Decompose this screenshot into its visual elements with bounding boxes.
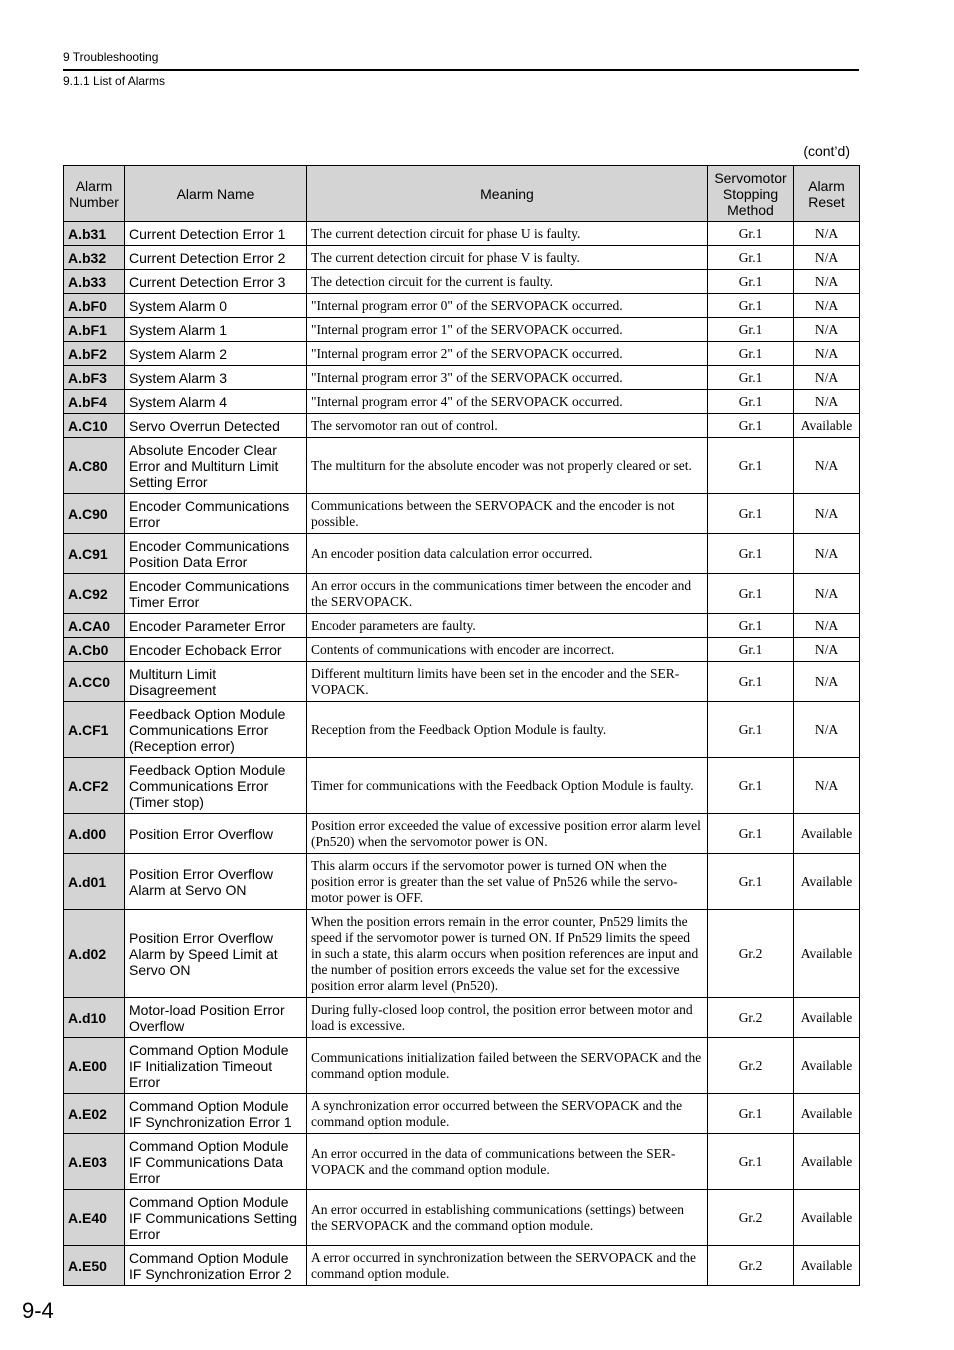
alarm-meaning: An error occurs in the communications timer between the encoder and the SERVOPACK.	[307, 574, 708, 614]
alarm-name: Multiturn Limit Disagreement	[125, 662, 307, 702]
alarm-number: A.Cb0	[64, 638, 125, 662]
alarm-meaning: Timer for communications with the Feedback Option Module is faulty.	[307, 758, 708, 814]
stopping-method: Gr.1	[708, 534, 794, 574]
alarm-number: A.d02	[64, 910, 125, 998]
table-row	[64, 1094, 860, 1134]
alarm-name: Feedback Option Module Communications Error (Reception error)	[125, 702, 307, 758]
alarm-meaning: Different multiturn limits have been set in the encoder and the SER-VOPACK.	[307, 662, 708, 702]
alarm-reset: N/A	[794, 246, 860, 270]
alarm-meaning: When the position errors remain in the error counter, Pn529 limits the speed if the servomotor power is turned ON. If Pn529 limits the speed in such a state, this alarm occurs when position references are input and the number of position errors exceeds the value set for the excessive position error alarm level (Pn520).	[307, 910, 708, 998]
table-row	[64, 390, 860, 414]
stopping-method: Gr.1	[708, 390, 794, 414]
table-row	[64, 662, 860, 702]
alarm-reset: N/A	[794, 294, 860, 318]
alarm-number: A.C91	[64, 534, 125, 574]
table-row	[64, 1190, 860, 1246]
stopping-method: Gr.1	[708, 342, 794, 366]
chapter-heading: 9 Troubleshooting	[63, 50, 159, 64]
alarm-number: A.E00	[64, 1038, 125, 1094]
alarm-name: Command Option Module IF Communications Data Error	[125, 1134, 307, 1190]
alarm-reset: N/A	[794, 614, 860, 638]
stopping-method: Gr.1	[708, 366, 794, 390]
alarm-reset: N/A	[794, 222, 860, 246]
alarm-name: Encoder Communications Timer Error	[125, 574, 307, 614]
continued-label: (cont’d)	[803, 143, 850, 159]
alarm-number: A.CA0	[64, 614, 125, 638]
table-row	[64, 814, 860, 854]
alarm-number: A.d00	[64, 814, 125, 854]
alarm-reset: Available	[794, 1246, 860, 1286]
alarm-reset: Available	[794, 910, 860, 998]
stopping-method: Gr.1	[708, 494, 794, 534]
alarm-name: Command Option Module IF Synchronization Error 2	[125, 1246, 307, 1286]
table-row	[64, 854, 860, 910]
alarm-number: A.C90	[64, 494, 125, 534]
alarm-meaning: "Internal program error 3" of the SERVOPACK occurred.	[307, 366, 708, 390]
alarm-name: System Alarm 3	[125, 366, 307, 390]
alarm-meaning: "Internal program error 2" of the SERVOPACK occurred.	[307, 342, 708, 366]
alarm-meaning: An encoder position data calculation error occurred.	[307, 534, 708, 574]
alarm-name: System Alarm 4	[125, 390, 307, 414]
alarm-number: A.b33	[64, 270, 125, 294]
alarm-name: Command Option Module IF Initialization Timeout Error	[125, 1038, 307, 1094]
table-row	[64, 366, 860, 390]
alarm-name: Command Option Module IF Synchronization Error 1	[125, 1094, 307, 1134]
alarm-name: Feedback Option Module Communications Error (Timer stop)	[125, 758, 307, 814]
stopping-method: Gr.2	[708, 998, 794, 1038]
alarm-meaning: The servomotor ran out of control.	[307, 414, 708, 438]
table-row	[64, 638, 860, 662]
alarm-name: Encoder Communications Error	[125, 494, 307, 534]
alarm-meaning: "Internal program error 4" of the SERVOPACK occurred.	[307, 390, 708, 414]
alarm-name: Encoder Echoback Error	[125, 638, 307, 662]
alarm-number: A.E03	[64, 1134, 125, 1190]
alarm-reset: Available	[794, 1038, 860, 1094]
alarm-name: System Alarm 0	[125, 294, 307, 318]
alarm-number: A.bF1	[64, 318, 125, 342]
alarm-number: A.d01	[64, 854, 125, 910]
alarm-name: Current Detection Error 2	[125, 246, 307, 270]
alarm-number: A.E40	[64, 1190, 125, 1246]
stopping-method: Gr.2	[708, 1246, 794, 1286]
stopping-method: Gr.1	[708, 614, 794, 638]
alarm-number: A.bF0	[64, 294, 125, 318]
table-row	[64, 574, 860, 614]
alarm-meaning: An error occurred in establishing communications (settings) between the SERVOPACK and the command option module.	[307, 1190, 708, 1246]
table-row	[64, 342, 860, 366]
page-number: 9-4	[22, 1298, 54, 1323]
alarm-reset: Available	[794, 854, 860, 910]
alarm-reset: N/A	[794, 366, 860, 390]
alarm-number: A.C10	[64, 414, 125, 438]
alarm-reset: Available	[794, 1134, 860, 1190]
alarm-meaning: Reception from the Feedback Option Module is faulty.	[307, 702, 708, 758]
table-header-row	[64, 166, 860, 222]
alarm-meaning: The detection circuit for the current is faulty.	[307, 270, 708, 294]
table-row	[64, 222, 860, 246]
table-row	[64, 534, 860, 574]
stopping-method: Gr.1	[708, 814, 794, 854]
stopping-method: Gr.1	[708, 414, 794, 438]
alarm-meaning: Communications initialization failed between the SERVOPACK and the command option module.	[307, 1038, 708, 1094]
alarm-name: Encoder Parameter Error	[125, 614, 307, 638]
alarm-name: System Alarm 1	[125, 318, 307, 342]
section-heading: 9.1.1 List of Alarms	[63, 74, 166, 88]
stopping-method: Gr.2	[708, 1038, 794, 1094]
alarm-name: Position Error Overflow Alarm at Servo ON	[125, 854, 307, 910]
table-row	[64, 318, 860, 342]
alarm-meaning: Position error exceeded the value of excessive position error alarm level (Pn520) when the servomotor power is ON.	[307, 814, 708, 854]
alarm-reset: N/A	[794, 702, 860, 758]
alarm-reset: Available	[794, 1094, 860, 1134]
alarm-meaning: Communications between the SERVOPACK and the encoder is not possible.	[307, 494, 708, 534]
stopping-method: Gr.1	[708, 1094, 794, 1134]
alarm-number: A.b32	[64, 246, 125, 270]
alarm-reset: Available	[794, 1190, 860, 1246]
alarm-number: A.C80	[64, 438, 125, 494]
alarm-name: System Alarm 2	[125, 342, 307, 366]
alarm-number: A.bF3	[64, 366, 125, 390]
stopping-method: Gr.1	[708, 294, 794, 318]
alarm-number: A.E02	[64, 1094, 125, 1134]
table-row	[64, 910, 860, 998]
stopping-method: Gr.1	[708, 662, 794, 702]
alarm-table	[63, 165, 860, 1286]
table-row	[64, 998, 860, 1038]
stopping-method: Gr.1	[708, 270, 794, 294]
table-row	[64, 1038, 860, 1094]
alarm-number: A.CF1	[64, 702, 125, 758]
alarm-table-body	[64, 222, 860, 1286]
alarm-name: Encoder Communications Position Data Error	[125, 534, 307, 574]
alarm-reset: N/A	[794, 390, 860, 414]
alarm-name: Position Error Overflow Alarm by Speed Limit at Servo ON	[125, 910, 307, 998]
alarm-reset: N/A	[794, 662, 860, 702]
stopping-method: Gr.1	[708, 1134, 794, 1190]
alarm-reset: N/A	[794, 342, 860, 366]
alarm-number: A.C92	[64, 574, 125, 614]
alarm-meaning: This alarm occurs if the servomotor power is turned ON when the position error is greater than the set value of Pn526 while the servo-motor power is OFF.	[307, 854, 708, 910]
stopping-method: Gr.2	[708, 910, 794, 998]
stopping-method: Gr.1	[708, 574, 794, 614]
stopping-method: Gr.1	[708, 438, 794, 494]
alarm-reset: N/A	[794, 494, 860, 534]
alarm-number: A.b31	[64, 222, 125, 246]
alarm-name: Current Detection Error 1	[125, 222, 307, 246]
alarm-meaning: "Internal program error 1" of the SERVOPACK occurred.	[307, 318, 708, 342]
alarm-reset: N/A	[794, 758, 860, 814]
alarm-meaning: The current detection circuit for phase V is faulty.	[307, 246, 708, 270]
alarm-reset: Available	[794, 414, 860, 438]
alarm-meaning: Encoder parameters are faulty.	[307, 614, 708, 638]
alarm-name: Command Option Module IF Communications Setting Error	[125, 1190, 307, 1246]
alarm-number: A.CC0	[64, 662, 125, 702]
alarm-reset: N/A	[794, 438, 860, 494]
table-row	[64, 414, 860, 438]
column-header-name: Alarm Name	[125, 166, 307, 222]
table-row	[64, 1134, 860, 1190]
alarm-reset: Available	[794, 998, 860, 1038]
alarm-number: A.d10	[64, 998, 125, 1038]
stopping-method: Gr.2	[708, 1190, 794, 1246]
alarm-number: A.E50	[64, 1246, 125, 1286]
alarm-name: Absolute Encoder Clear Error and Multiturn Limit Setting Error	[125, 438, 307, 494]
stopping-method: Gr.1	[708, 758, 794, 814]
alarm-number: A.bF4	[64, 390, 125, 414]
column-header-reset: Alarm Reset	[794, 166, 860, 222]
alarm-reset: N/A	[794, 574, 860, 614]
column-header-number: Alarm Number	[64, 166, 125, 222]
table-row	[64, 246, 860, 270]
alarm-number: A.bF2	[64, 342, 125, 366]
table-row	[64, 1246, 860, 1286]
alarm-reset: N/A	[794, 318, 860, 342]
stopping-method: Gr.1	[708, 318, 794, 342]
table-row	[64, 438, 860, 494]
table-row	[64, 758, 860, 814]
alarm-name: Position Error Overflow	[125, 814, 307, 854]
alarm-meaning: Contents of communications with encoder are incorrect.	[307, 638, 708, 662]
table-row	[64, 702, 860, 758]
alarm-name: Servo Overrun Detected	[125, 414, 307, 438]
alarm-meaning: A error occurred in synchronization between the SERVOPACK and the command option module.	[307, 1246, 708, 1286]
alarm-meaning: The multiturn for the absolute encoder was not properly cleared or set.	[307, 438, 708, 494]
column-header-stopping: Servomotor Stopping Method	[708, 166, 794, 222]
alarm-meaning: During fully-closed loop control, the position error between motor and load is excessive.	[307, 998, 708, 1038]
stopping-method: Gr.1	[708, 246, 794, 270]
alarm-name: Current Detection Error 3	[125, 270, 307, 294]
alarm-reset: N/A	[794, 270, 860, 294]
stopping-method: Gr.1	[708, 222, 794, 246]
alarm-meaning: A synchronization error occurred between the SERVOPACK and the command option module.	[307, 1094, 708, 1134]
stopping-method: Gr.1	[708, 638, 794, 662]
table-row	[64, 270, 860, 294]
stopping-method: Gr.1	[708, 854, 794, 910]
alarm-name: Motor-load Position Error Overflow	[125, 998, 307, 1038]
alarm-meaning: The current detection circuit for phase U is faulty.	[307, 222, 708, 246]
alarm-reset: N/A	[794, 534, 860, 574]
header-rule	[63, 69, 859, 71]
table-row	[64, 294, 860, 318]
alarm-number: A.CF2	[64, 758, 125, 814]
table-row	[64, 494, 860, 534]
table-row	[64, 614, 860, 638]
stopping-method: Gr.1	[708, 702, 794, 758]
alarm-meaning: "Internal program error 0" of the SERVOPACK occurred.	[307, 294, 708, 318]
column-header-meaning: Meaning	[307, 166, 708, 222]
alarm-meaning: An error occurred in the data of communications between the SER-VOPACK and the command option module.	[307, 1134, 708, 1190]
alarm-reset: Available	[794, 814, 860, 854]
alarm-reset: N/A	[794, 638, 860, 662]
